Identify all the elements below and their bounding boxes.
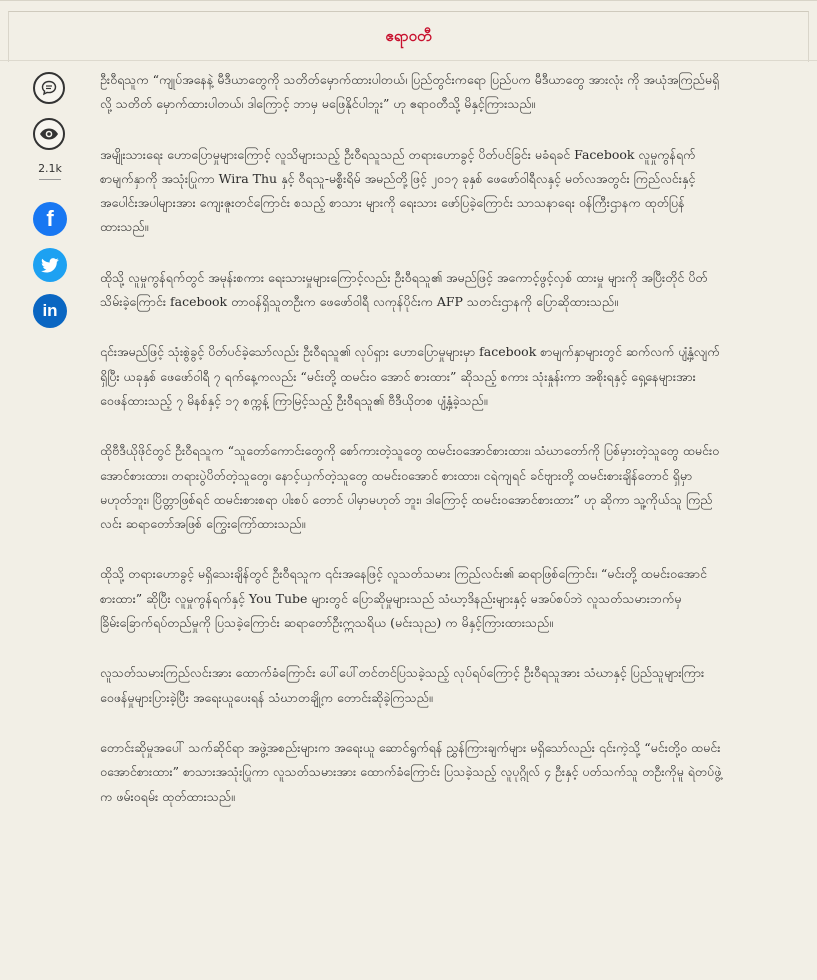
article-paragraph: ၎င်းအမည်ဖြင့် သုံးစွဲခွင့် ပိတ်ပင်ခဲ့သော်လည်း ဦးဝီရသူ၏ လုပ်ရှား ဟောပြောမှုများမှာ facebook စာမျက်နှာများတွင် ဆက်လက် ပျံ့နှံ့လျက်ရှိပြီး ယခုနှစ် ဖေဖော်ဝါရီ ၇ ရက်နေ့ကလည်း “မင်းတို့ ထမင်းဝ အောင် စားထား” ဆိုသည့် စကား သုံးနှုန်းကာ အစိုးရနှင့် ရှေ့နေများအား ဝေဖန်ထားသည့် ၇ မိနစ်နှင့် ၁၇ စက္ကန့် ကြာမြင့်သည့် ဦးဝီရသူ၏ ဗီဒီယိုတစ ပျံ့နှံ့ခဲ့သည်။: [100, 344, 720, 408]
article-paragraph: အမျိုးသားရေး ဟောပြောမှုများကြောင့် လူသိများသည့် ဦးဝီရသူသည် တရားဟောခွင့် ပိတ်ပင်ခြင်း မခံရခင် Facebook လူမှုကွန်ရက် စာမျက်နှာကို အသုံးပြုကာ Wira Thu နှင့် ဝီရသူ-မစ္စီးရိမ် အမည်တို့ဖြင့် ၂၀၁၇ ခုနှစ် ဖေဖော်ဝါရီလနှင့် မတ်လအတွင်း ကြည်လင်းနှင့် အပေါင်းအပါများအား ကျေးဇူးတင်ကြောင်း စသည့် စာသား များကို ရေးသား ဖော်ပြခဲ့ကြောင်း သာသနာရေး ဝန်ကြီးဌာနက ထုတ်ပြန်ထားသည်။: [100, 146, 696, 235]
header-divider: [0, 60, 817, 61]
site-header: [0, 0, 817, 61]
twitter-share-button[interactable]: [33, 248, 67, 282]
twitter-icon: [41, 258, 59, 273]
view-count: 2.1k: [38, 162, 62, 175]
article-paragraph: ဦးဝီရသူက “ကျုပ်အနေနဲ့ မီဒီယာတွေကို သတိတ်မှောက်ထားပါတယ်၊ ပြည်တွင်းကရော ပြည်ပက မီဒီယာတွေ အားလုံး ကို အယုံအကြည်မရှိလို့ သတိတ် မှောက်ထားပါတယ်၊ ဒါကြောင့် ဘာမှ မဖြေနိုင်ပါဘူး” ဟု ဧရာဝတီသို့ မိနှင့်ကြားသည်။: [100, 72, 720, 112]
eye-icon: [39, 127, 59, 141]
facebook-icon: f: [46, 206, 54, 231]
share-rail: [30, 72, 72, 340]
views-button: [33, 118, 65, 150]
article-paragraph: ထိုသို့ တရားဟောခွင့် မရှိသေးချိန်တွင် ဦးဝီရသူက ၎င်းအနေဖြင့် လူသတ်သမား ကြည်လင်း၏ ဆရာဖြစ်ကြောင်း၊ “မင်းတို့ ထမင်းဝအောင်စားထား” ဆိုပြီး လူမှုကွန်ရက်နှင့် You Tube များတွင် ပြောဆိုမှုများသည် သံဃာ့ဒိနည်းများနှင့် မအပ်စပ်ဘဲ လူသတ်သမားဘက်မှ ခြိမ်းခြောက်ရပ်တည်မှုကို ပြသခဲ့ကြောင်း ဆရာတော်ဦးဣသရိယ (မင်းသုည) က မိနှင့်ကြားထားသည်။: [100, 566, 707, 631]
article-body: [100, 68, 722, 835]
article-paragraph: ထိုသို့ လူမှုကွန်ရက်တွင် အမုန်းစကား ရေးသားမှုများကြောင့်လည်း ဦးဝီရသူ၏ အမည်ဖြင့် အကောင့်ဖွင့်လှစ် ထားမှု များကို အပြီးတိုင် ပိတ်သိမ်းခဲ့ကြောင်း facebook တာဝန်ရှိသူတဦးက ဖေဖော်ဝါရီ လကုန်ပိုင်းက AFP သတင်းဌာနကို ပြောဆိုထားသည်။: [100, 269, 708, 310]
linkedin-icon: in: [42, 301, 58, 320]
article-paragraph: ထိုဗီဒီယိုဖိုင်တွင် ဦးဝီရသူက “သူတော်ကောင်းတွေကို စော်ကားတဲ့သူတွေ ထမင်းဝအောင်စားထား၊ သံဃာတော်ကို ပြစ်မှားတဲ့သူတွေ ထမင်းဝအောင်စားထား၊ တရားပွဲပိတ်တဲ့သူတွေ၊ နောင့်ယှက်တဲ့သူတွေ ထမင်းဝအောင် စားထား၊ ငရဲကျရင် ခင်ဗျားတို့ ထမင်းစားချိန်တောင် ရှိမှာမဟုတ်ဘူး၊ ပြိတ္တာဖြစ်ရင် ထမင်းစားစရာ ပါးစပ် တောင် ပါမှာမဟုတ် ဘူး၊ ဒါကြောင့် ထမင်းဝအောင်စားထား” ဟု ဆိုကာ သူ့ကိုယ်သူ ကြည်လင်း ဆရာတော်အဖြစ် ကြွေးကြော်ထားသည်။: [100, 443, 720, 532]
count-divider: [39, 179, 61, 180]
comment-button[interactable]: [33, 72, 65, 104]
comment-icon: [40, 79, 58, 97]
linkedin-share-button[interactable]: [33, 294, 67, 328]
article-paragraph: တောင်းဆိုမှုအပေါ် သက်ဆိုင်ရာ အဖွဲ့အစည်းများက အရေးယူ ဆောင်ရွက်ရန် ညွှန်ကြားချက်များ မရှိသော်လည်း ၎င်းကဲ့သို့ “မင်းတို့ဝ ထမင်းဝအောင်စားထား” စာသားအသုံးပြုကာ လူသတ်သမားအား ထောက်ခံကြောင်း ပြသခဲ့သည့် လူပုဂ္ဂိုလ် ၄ ဦးနှင့် ပတ်သက်သူ တဦးကိုမူ ရဲတပ်ဖွဲ့က ဖမ်းဝရမ်း ထုတ်ထားသည်။: [100, 739, 722, 804]
article-paragraph: လူသတ်သမားကြည်လင်းအား ထောက်ခံကြောင်း ပေါ်ပေါ်တင်တင်ပြသခဲ့သည့် လုပ်ရပ်ကြောင့် ဦးဝီရသူအား သံဃာနှင့် ပြည်သူများကြား ဝေဖန်မှုများပြားခဲ့ပြီး အရေးယူပေးရန် သံဃာတချို့က တောင်းဆိုခဲ့ကြသည်။: [100, 665, 705, 705]
site-logo[interactable]: ဧရာဝတီ: [385, 27, 432, 45]
facebook-share-button[interactable]: [33, 202, 67, 236]
